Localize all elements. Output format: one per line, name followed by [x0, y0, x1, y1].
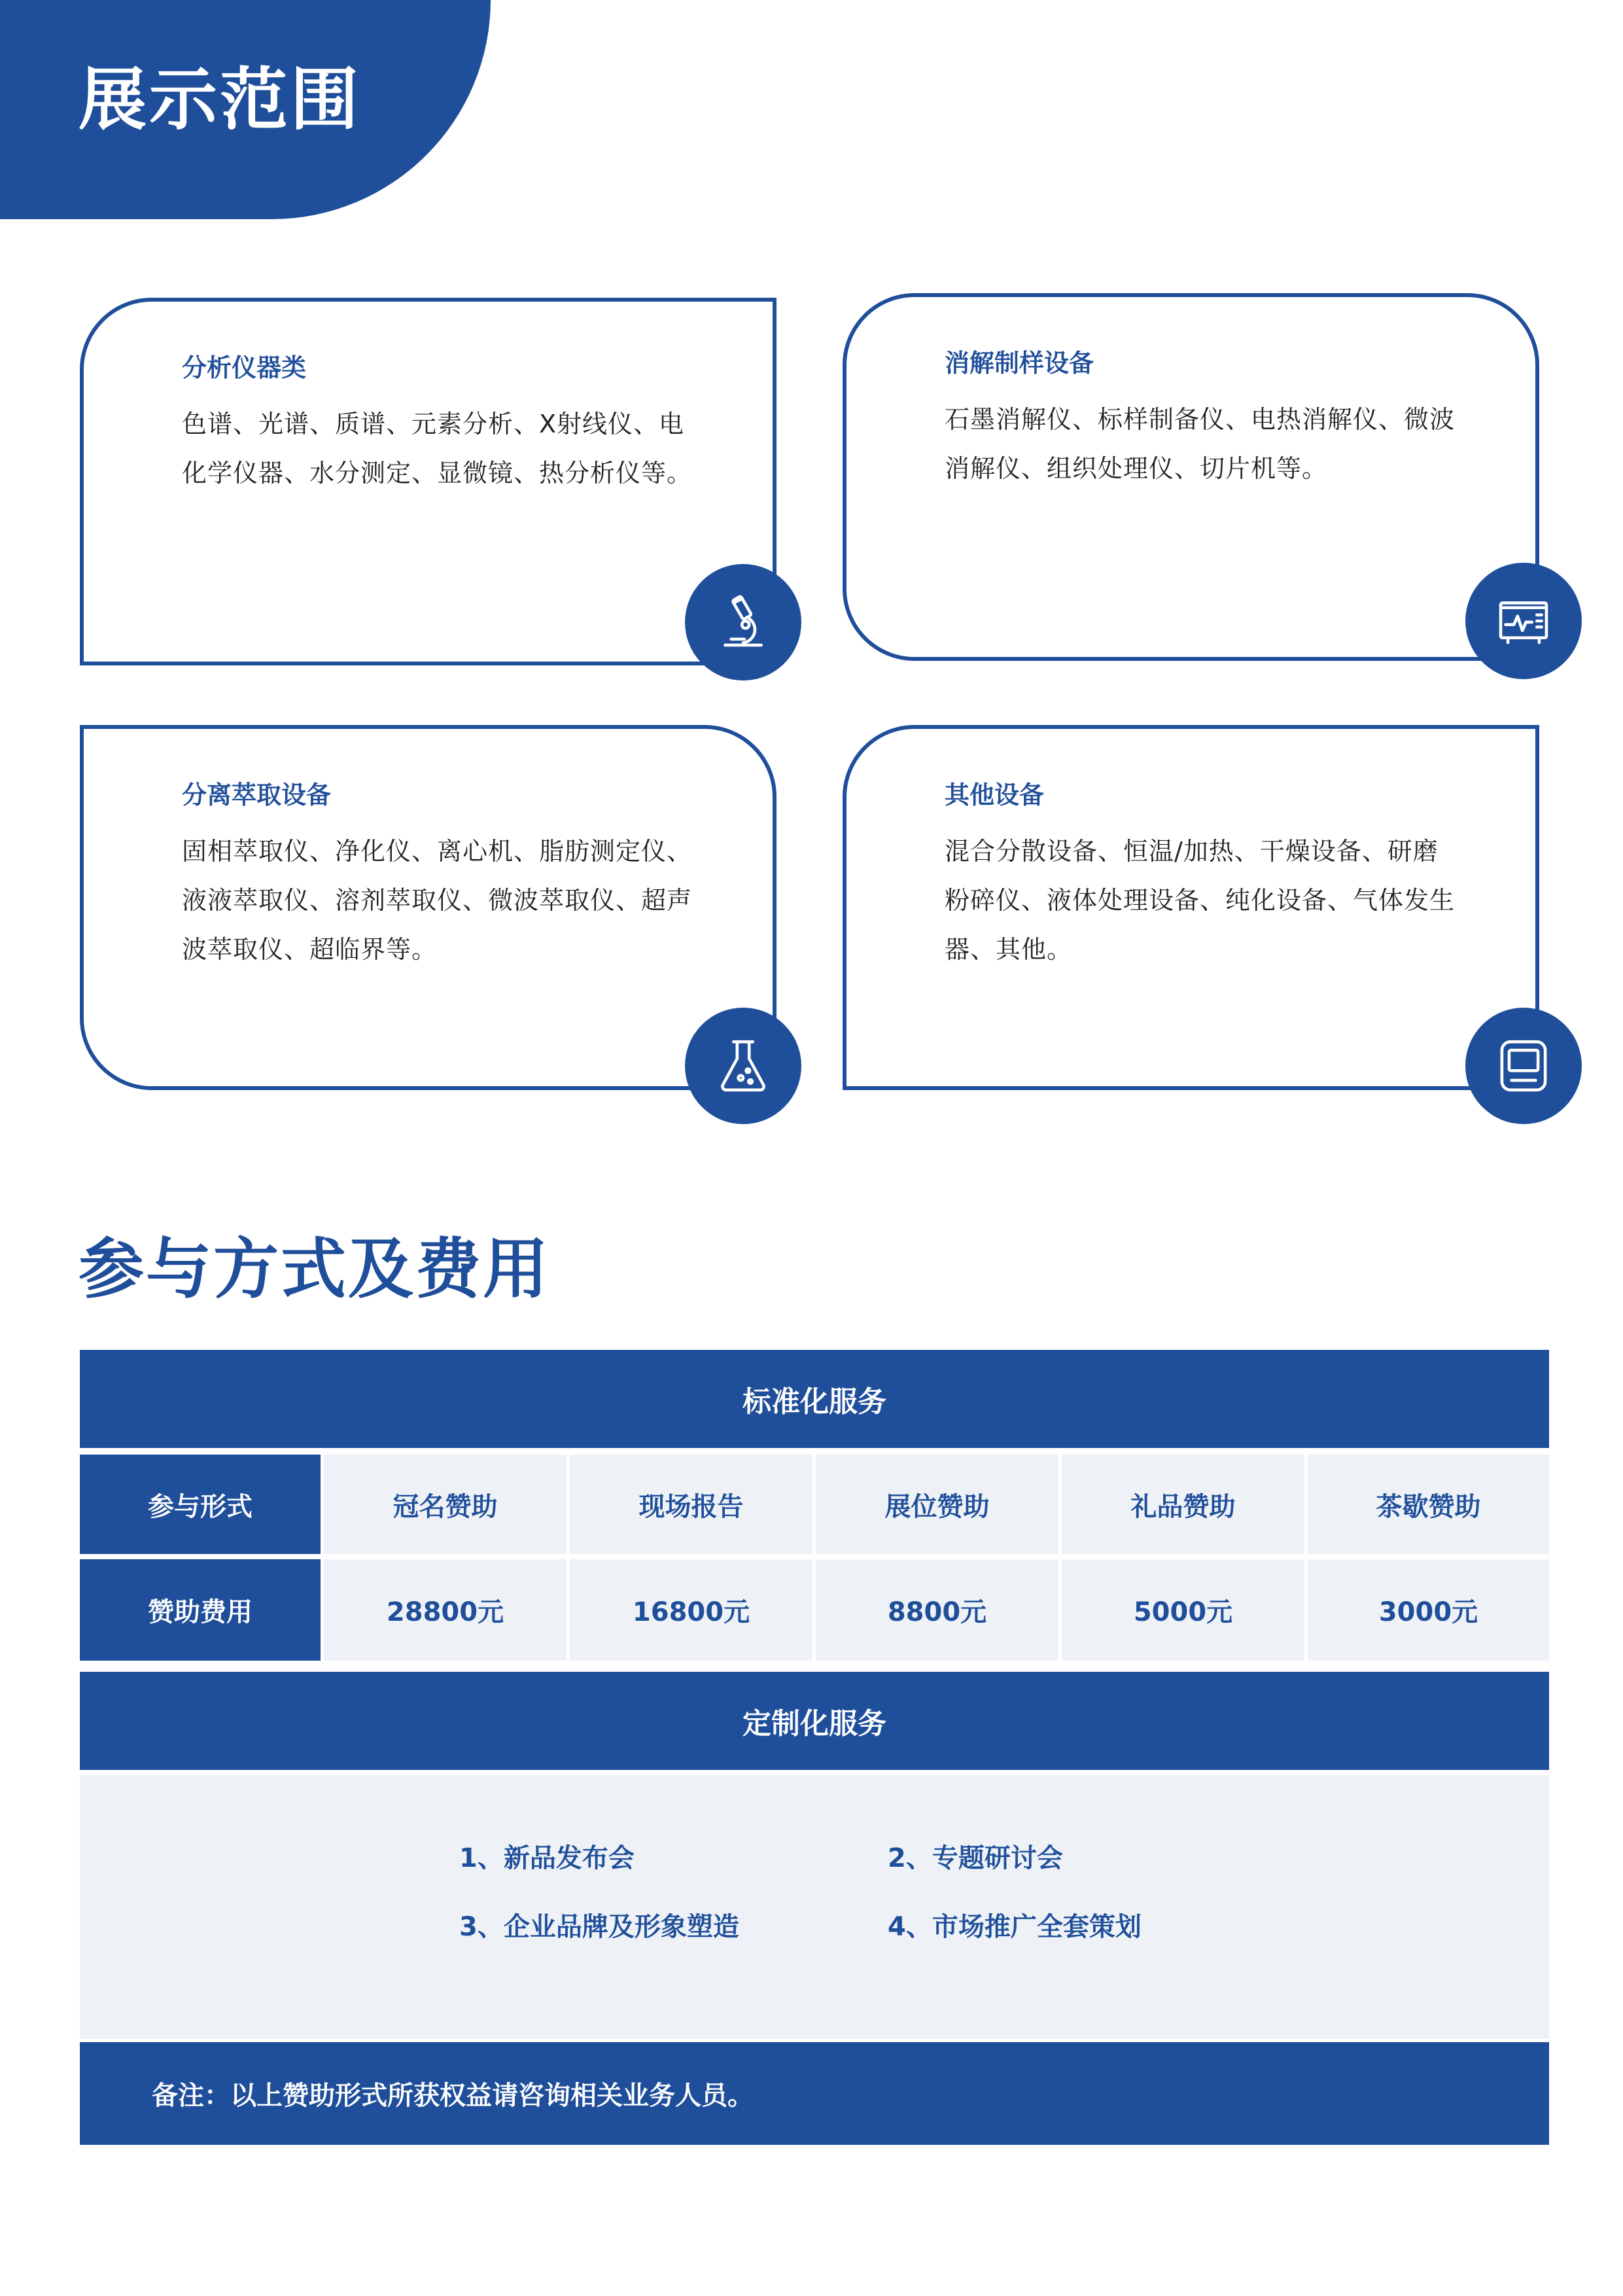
fee-cell: 5000元: [1062, 1559, 1304, 1661]
card-text: 石墨消解仪、标样制备仪、电热消解仪、微波消解仪、组织处理仪、切片机等。: [945, 405, 1456, 483]
card-title: 分析仪器类: [182, 353, 307, 382]
note-text: 备注：以上赞助形式所获权益请咨询相关业务人员。: [152, 2081, 754, 2111]
standard-service-title: 标准化服务: [742, 1385, 886, 1419]
custom-item: 4、市场推广全套策划: [888, 1912, 1142, 1942]
device-icon: [1465, 1008, 1582, 1124]
form-cell: 冠名赞助: [324, 1455, 567, 1554]
exhibit-title: 展示范围: [79, 60, 362, 139]
card-title: 其他设备: [945, 781, 1045, 809]
microscope-icon: [685, 564, 801, 680]
card-text: 混合分散设备、恒温/加热、干燥设备、研磨粉碎仪、液体处理设备、纯化设备、气体发生器、其他。: [945, 837, 1456, 964]
note-bar: [80, 2042, 1549, 2145]
card-title: 消解制样设备: [945, 349, 1094, 378]
fee-cell: 28800元: [324, 1559, 567, 1661]
row-label-fee: 赞助费用: [80, 1559, 321, 1661]
card-text: 色谱、光谱、质谱、元素分析、X射线仪、电化学仪器、水分测定、显微镜、热分析仪等。: [182, 410, 693, 487]
card-digestion-equipment: [843, 293, 1539, 661]
custom-service-title: 定制化服务: [742, 1707, 886, 1740]
form-cell: 礼品赞助: [1062, 1455, 1304, 1554]
card-analysis-instruments: [80, 298, 777, 665]
custom-service-header: [80, 1672, 1549, 1770]
fee-cell: 3000元: [1308, 1559, 1549, 1661]
form-cell: 现场报告: [570, 1455, 812, 1554]
custom-item: 3、企业品牌及形象塑造: [459, 1912, 739, 1942]
custom-item: 1、新品发布会: [459, 1843, 635, 1873]
section-header-tab: [0, 0, 491, 219]
card-text: 固相萃取仪、净化仪、离心机、脂肪测定仪、液液萃取仪、溶剂萃取仪、微波萃取仪、超声波萃取仪、超临界等。: [182, 837, 693, 964]
card-title: 分离萃取设备: [182, 781, 332, 809]
row-label-form: 参与形式: [80, 1455, 321, 1554]
flask-icon: [685, 1008, 801, 1124]
monitor-chart-icon: [1465, 563, 1582, 679]
card-separation-extraction: [80, 725, 777, 1090]
form-cell: 展位赞助: [816, 1455, 1058, 1554]
fee-cell: 8800元: [816, 1559, 1058, 1661]
standard-service-header: [80, 1350, 1549, 1448]
custom-service-list: [80, 1775, 1549, 2039]
form-cell: 茶歇赞助: [1308, 1455, 1549, 1554]
fee-cell: 16800元: [570, 1559, 812, 1661]
card-other-equipment: [843, 725, 1539, 1090]
custom-item: 2、专题研讨会: [888, 1843, 1063, 1873]
participation-title: 参与方式及费用: [79, 1231, 550, 1307]
